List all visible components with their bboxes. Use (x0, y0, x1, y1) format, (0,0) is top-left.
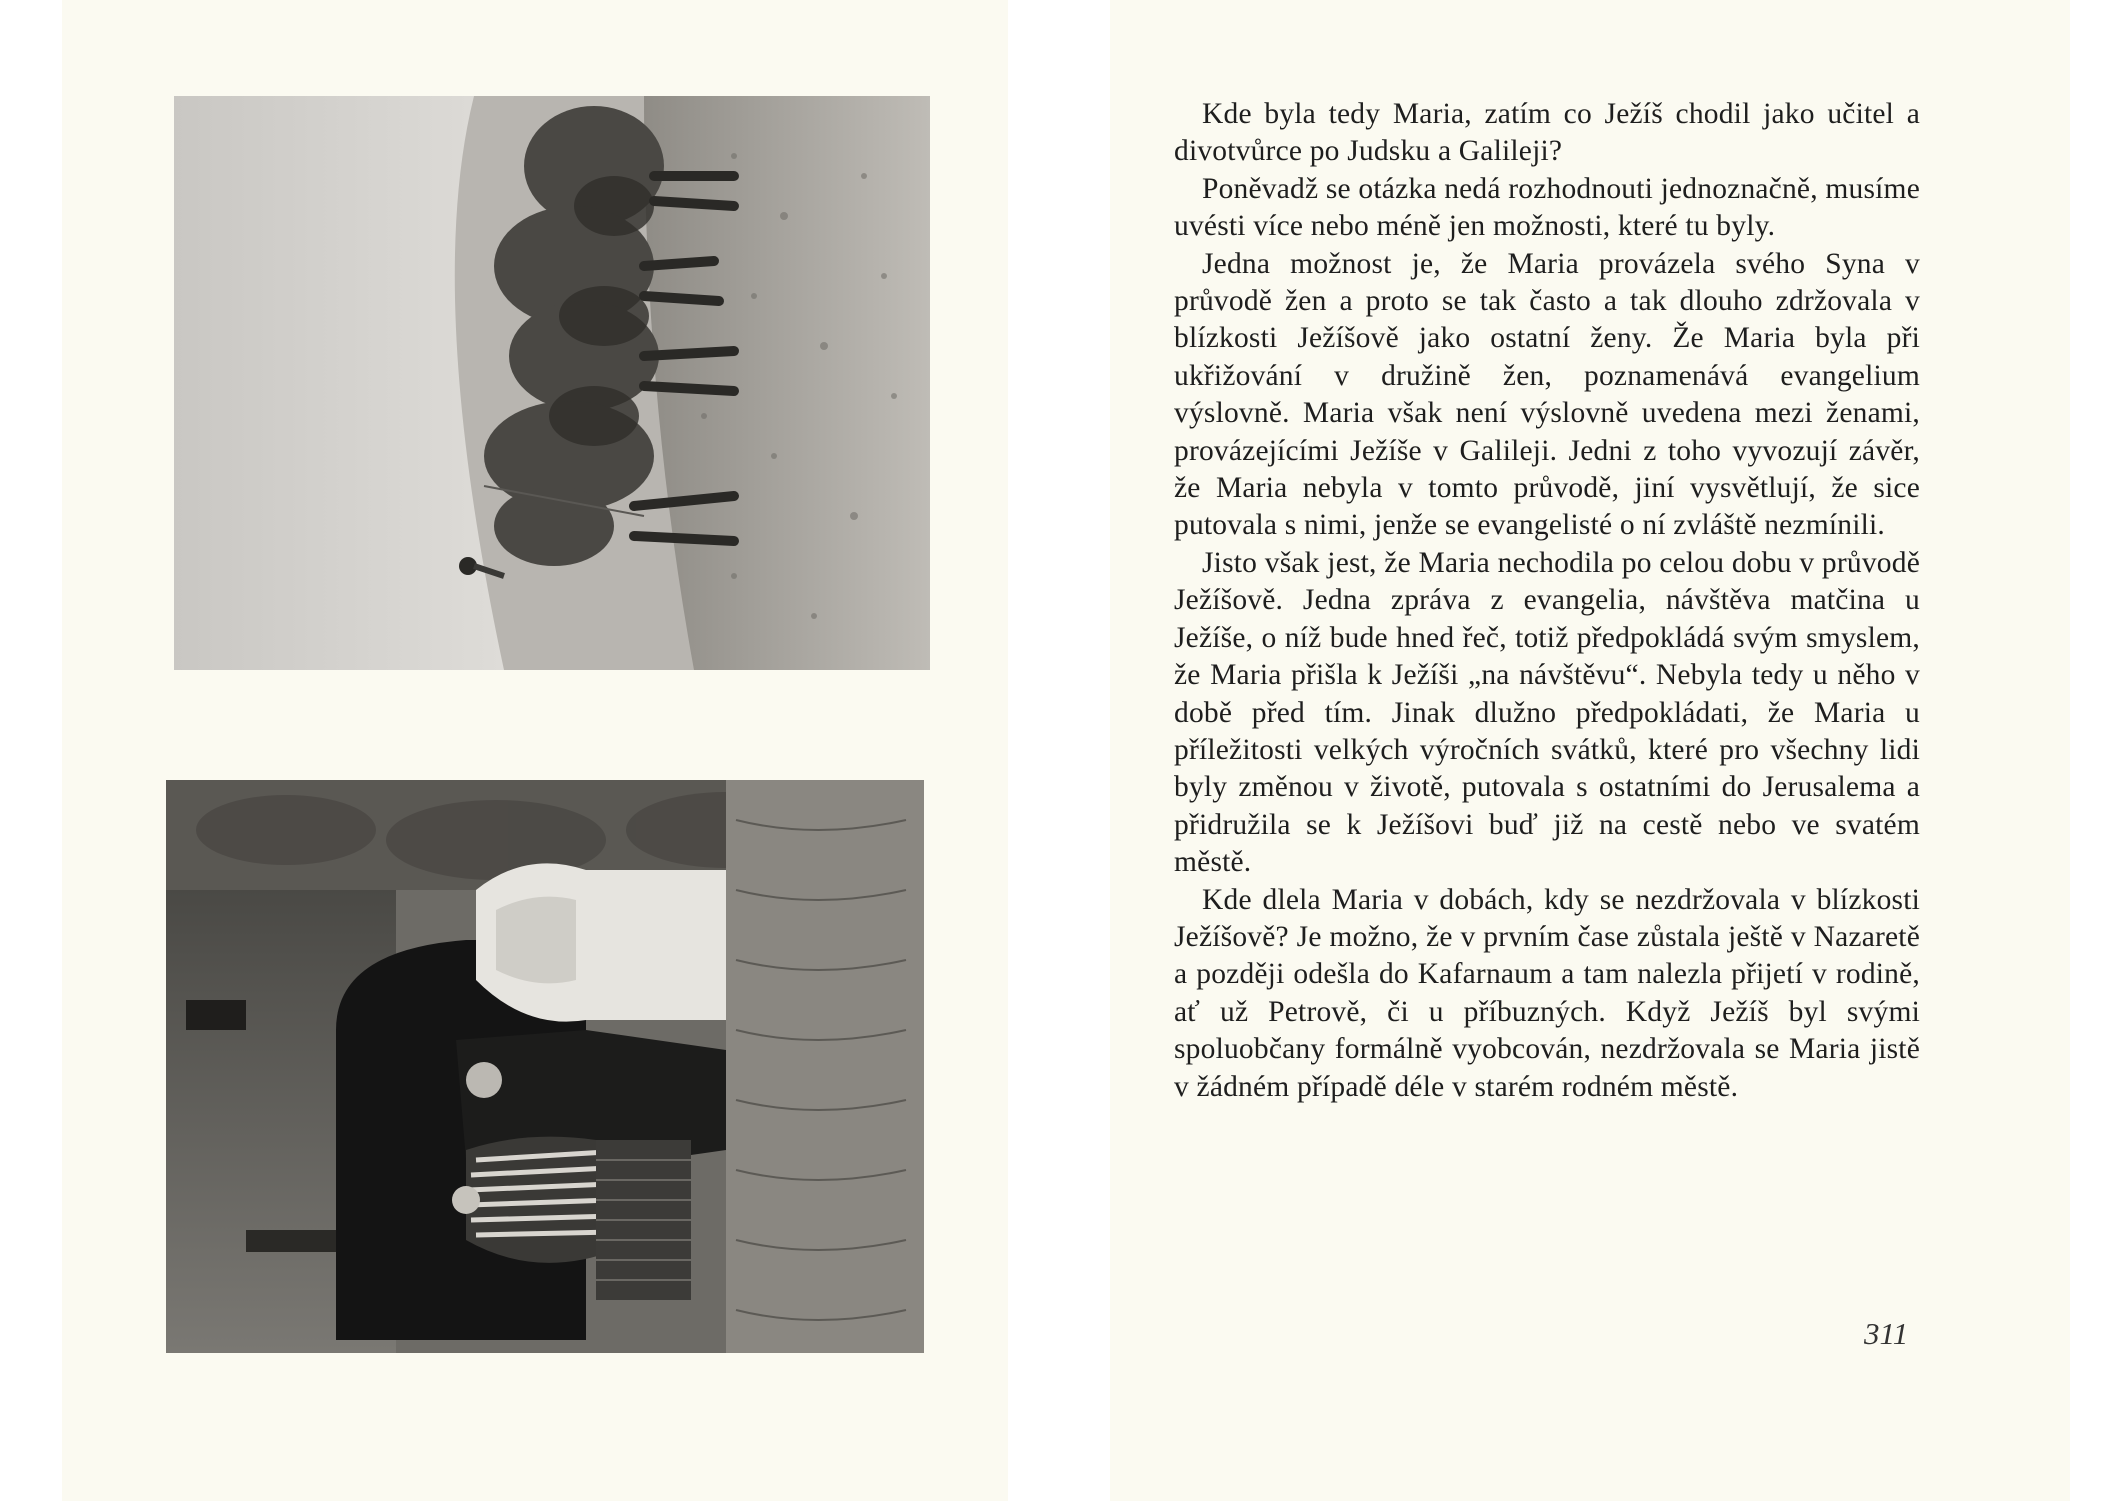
paragraph-5: Kde dlela Maria v dobách, kdy se nezdržovala v blízkosti Ježíšově? Je možno, že v prvním čase zůstala ještě v Nazaretě a později odešla do Kafarnaum a tam nalezla přijetí v rodině, ať už Petrově, či u příbuzných. Když Ježíš byl svými spoluobčany formálně vyobcován, nezdržovala se Maria jistě v žádném případě déle v starém rodném městě. (1174, 883, 1920, 1103)
photo-top (174, 96, 930, 670)
photo-bottom-image (166, 780, 924, 1353)
paragraph-3: Jedna možnost je, že Maria provázela svého Syna v průvodě žen a proto se tak často a tak dlouho zdržovala v blízkosti Ježíšově jako ostatní ženy. Že Maria byla při ukřižování v družině žen, poznamenává evangelium výslovně. Maria však není výslovně uvedena mezi ženami, provázejícími Ježíše v Galileji. Jedni z toho vyvozují závěr, že Maria nebyla v tomto průvodě, jiní vysvětlují, že sice putovala s nimi, jenže se evangelisté o ní zvláště nezmínili. (1174, 247, 1920, 542)
photo-top-image (174, 96, 930, 670)
paragraph-4: Jisto však jest, že Maria nechodila po celou dobu v průvodě Ježíšově. Jedna zpráva z evangelia, návštěva matčina u Ježíše, o níž bude hned řeč, totiž předpokládá svým smyslem, že Maria přišla k Ježíši „na návštěvu“. Nebyla tedy u něho v době před tím. Jinak dlužno předpokládati, že Maria u příležitosti velkých výročních svátků, které pro všechny lidi byly změnou v životě, putovala s ostatními do Jerusalema a přidružila se k Ježíšovi buď již na cestě nebo ve svatém městě. (1174, 546, 1920, 879)
paragraph-2: Poněvadž se otázka nedá rozhodnouti jednoznačně, musíme uvésti více nebo méně jen možnosti, které tu byly. (1174, 172, 1920, 243)
paragraph-1: Kde byla tedy Maria, zatím co Ježíš chodil jako učitel a divotvůrce po Judsku a Galileji? (1174, 98, 1920, 168)
photo-bottom (166, 780, 924, 1353)
page-number: 311 (1864, 1316, 1909, 1351)
gutter (1008, 0, 1110, 1501)
body-text (1174, 96, 1920, 1106)
left-page (62, 0, 1008, 1501)
